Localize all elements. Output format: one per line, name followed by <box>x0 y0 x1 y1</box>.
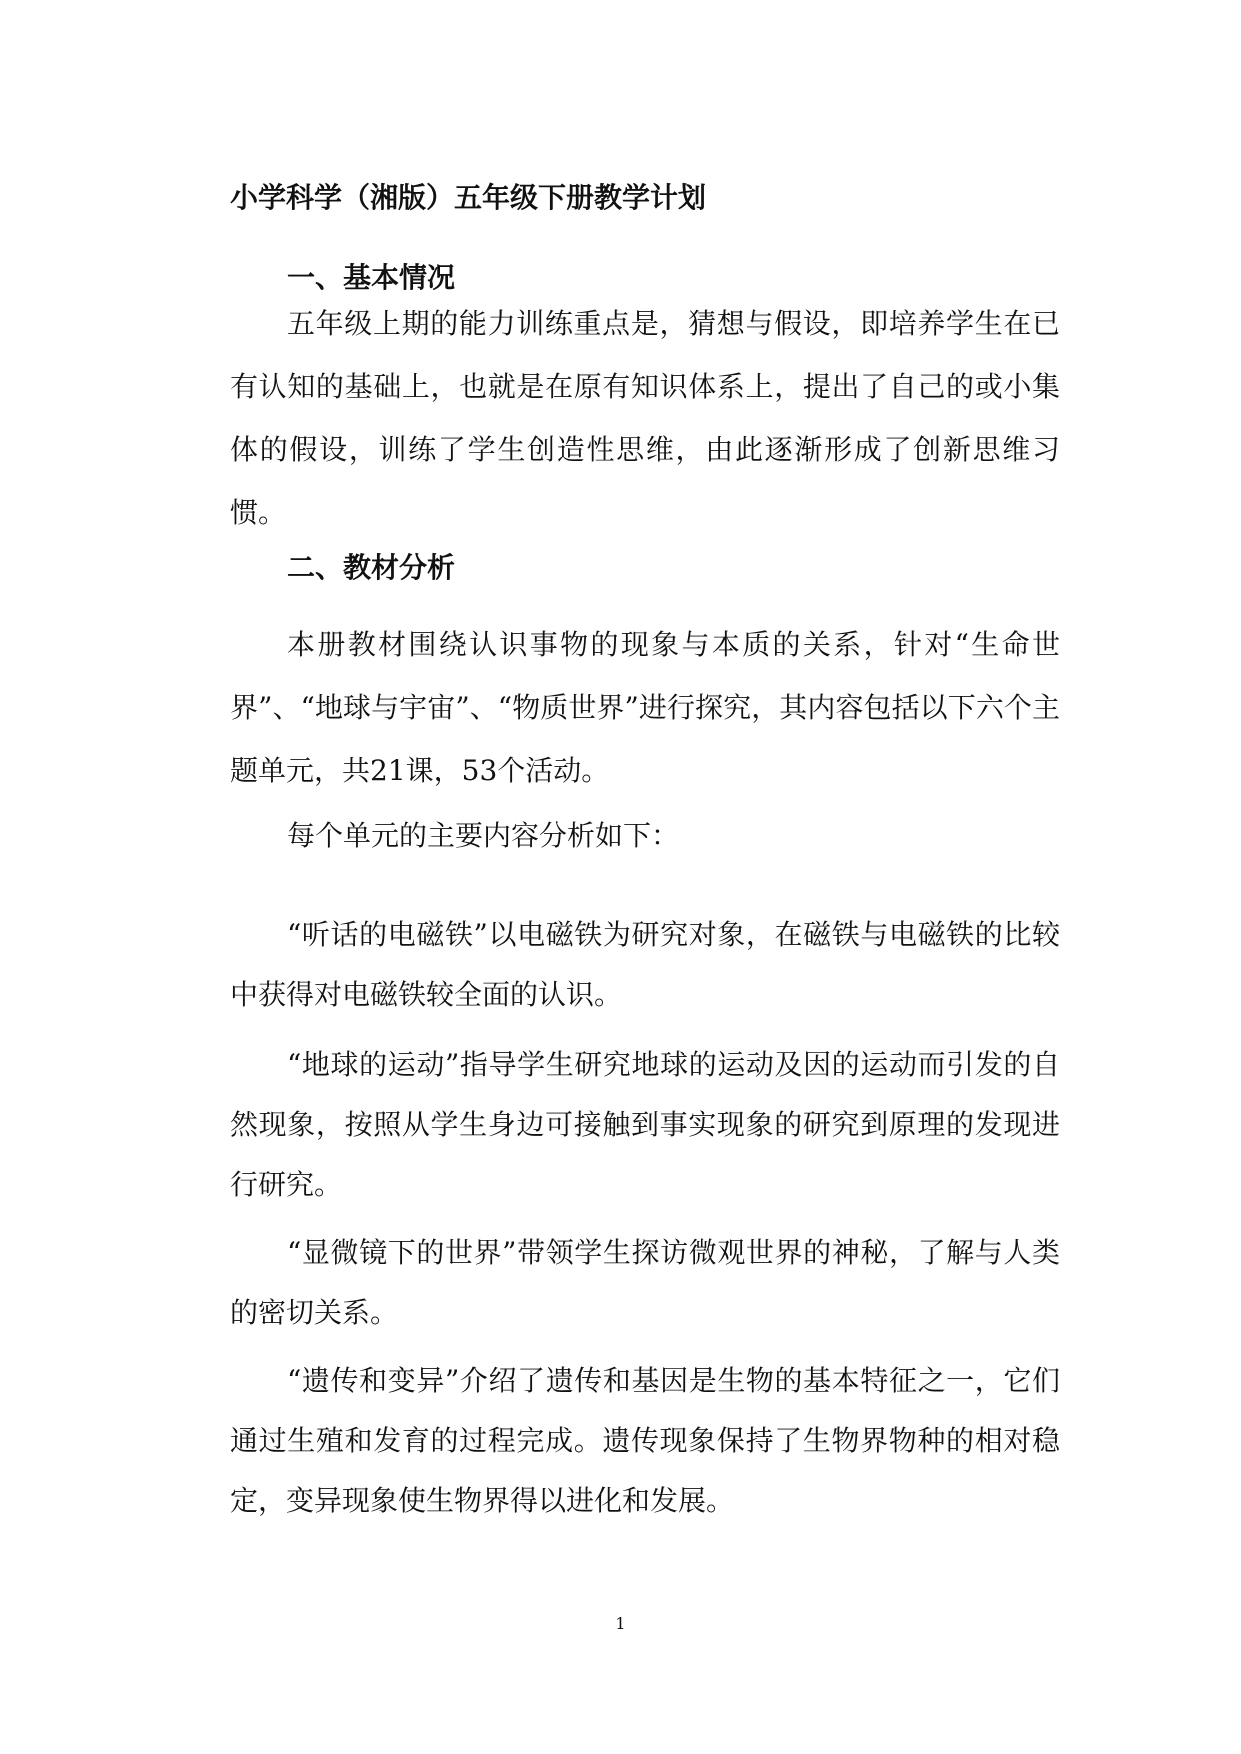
paragraph-unit-heredity: “遗传和变异”介绍了遗传和基因是生物的基本特征之一，它们通过生殖和发育的过程完成。遗传现象保持了生物界物种的相对稳定，变异现象使生物界得以进化和发展。 <box>230 1364 1060 1517</box>
paragraph-textbook-overview: 本册教材围绕认识事物的现象与本质的关系，针对“生命世界”、“地球与宇宙”、“物质世界”进行探究，其内容包括以下六个主题单元，共21课，53个活动。 <box>230 628 1060 787</box>
paragraph-unit-earth-motion: “地球的运动”指导学生研究地球的运动及因的运动而引发的自然现象，按照从学生身边可接触到事实现象的研究到原理的发现进行研究。 <box>230 1048 1060 1201</box>
paragraph-unit-electromagnet: “听话的电磁铁”以电磁铁为研究对象，在磁铁与电磁铁的比较中获得对电磁铁较全面的认识。 <box>230 918 1060 1011</box>
page-number: 1 <box>615 1614 626 1633</box>
section-heading-textbook-analysis: 二、教材分析 <box>287 551 456 584</box>
paragraph-unit-microscope: “显微镜下的世界”带领学生探访微观世界的神秘，了解与人类的密切关系。 <box>230 1236 1060 1329</box>
paragraph-unit-intro: 每个单元的主要内容分析如下： <box>287 819 680 852</box>
paragraph-basic-situation: 五年级上期的能力训练重点是，猜想与假设，即培养学生在已有认知的基础上，也就是在原有知识体系上，提出了自己的或小集体的假设，训练了学生创造性思维，由此逐渐形成了创新思维习惯。 <box>230 307 1060 529</box>
section-heading-basic-situation: 一、基本情况 <box>287 261 456 294</box>
document-title: 小学科学（湘版）五年级下册教学计划 <box>230 181 707 214</box>
